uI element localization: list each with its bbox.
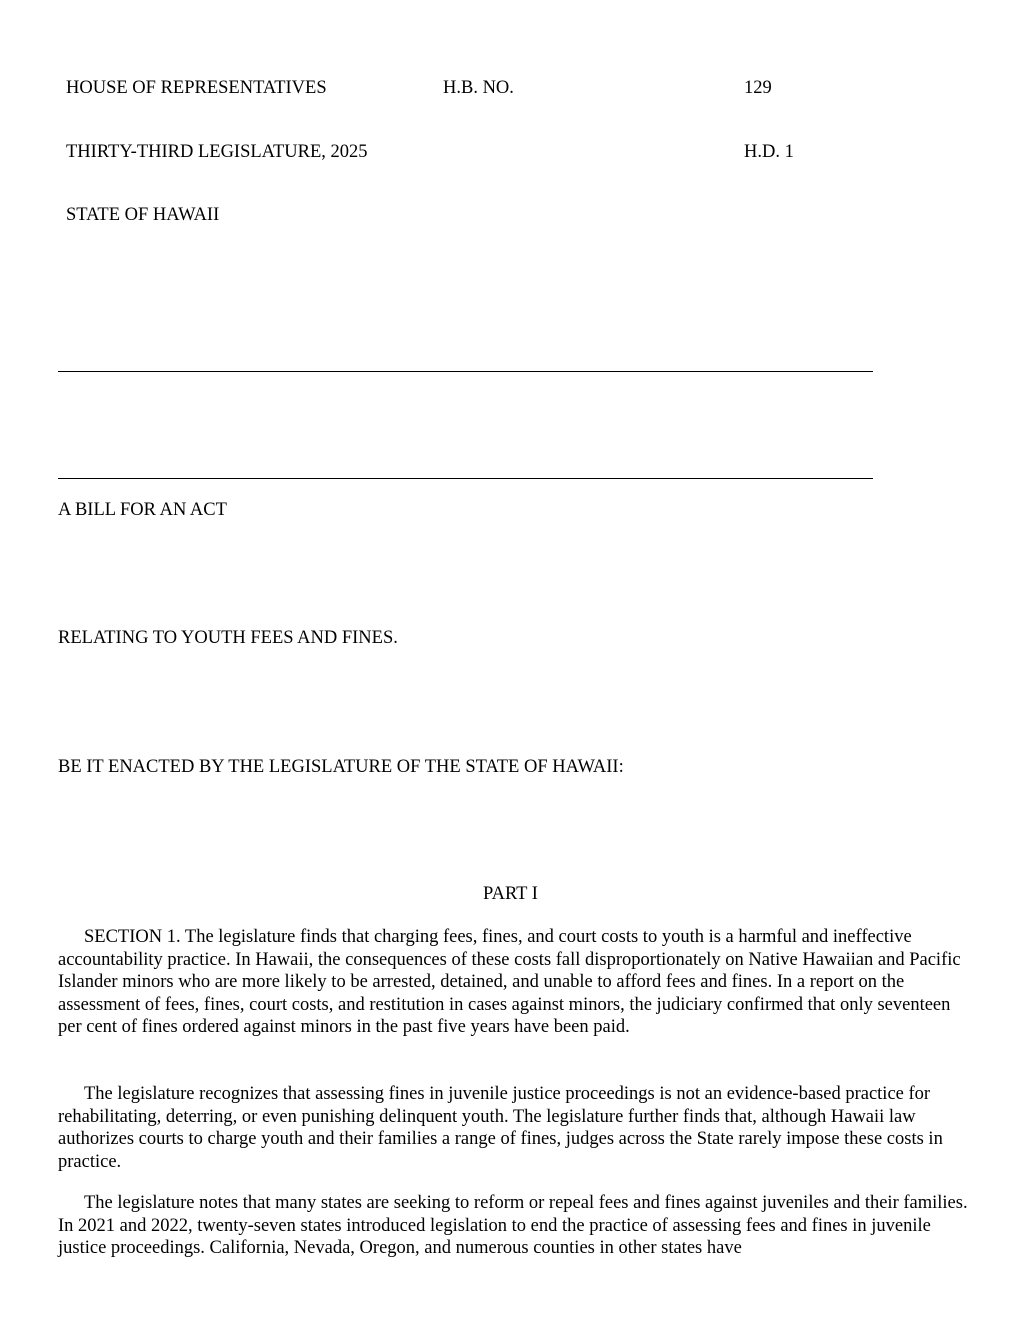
state-label: STATE OF HAWAII [66,205,220,225]
chamber-label: HOUSE OF REPRESENTATIVES [66,78,327,98]
section-1-paragraph: SECTION 1. The legislature finds that charging fees, fines, and court costs to youth is a harmful and ineffective accountability practice. In Hawaii, the consequences of these costs fall disproportionately on Native Hawaiian and Pacific Islander minors who are more likely to be arrested, detained, and unable to afford fees and fines. In a report on the assessment of fees, fines, court costs, and restitution in cases against minors, the judiciary confirmed that only seventeen per cent of fines ordered against minors in the past five years have been paid. [58,927,961,1037]
bill-number-label: H.B. NO. [443,78,514,98]
bill-number: 129 [744,78,772,98]
relating-to-title: RELATING TO YOUTH FEES AND FINES. [58,628,398,648]
body-paragraph: The legislature recognizes that assessing fines in juvenile justice proceedings is not an evidence-based practice for rehabilitating, deterring, or even punishing delinquent youth. The legislature further finds that, although Hawaii law authorizes courts to charge youth and their families a range of fines, judges across the State rarely impose these costs in practice. [58,1084,943,1172]
bill-for-act-heading: A BILL FOR AN ACT [58,500,227,520]
legislature-label: THIRTY-THIRD LEGISLATURE, 2025 [66,142,368,162]
bottom-divider [58,478,873,479]
part-heading: PART I [483,884,538,904]
body-paragraph: The legislature notes that many states are seeking to reform or repeal fees and fines against juveniles and their families. In 2021 and 2022, twenty-seven states introduced legislation to end the practice of assessing fees and fines in juvenile justice proceedings. California, Nevada, Oregon, and numerous counties in other states have [58,1193,968,1258]
enacting-clause: BE IT ENACTED BY THE LEGISLATURE OF THE STATE OF HAWAII: [58,757,624,777]
draft-label: H.D. 1 [744,142,794,162]
top-divider [58,371,873,372]
